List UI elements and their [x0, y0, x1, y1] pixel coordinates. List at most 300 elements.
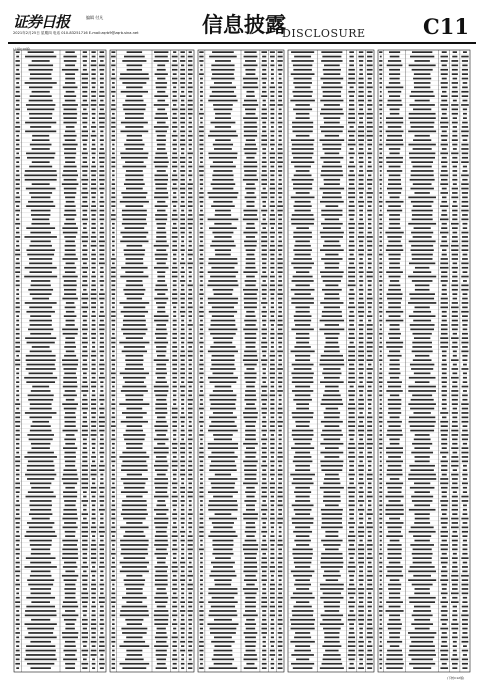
cell-text-mark — [82, 131, 88, 133]
cell-text-mark — [92, 122, 95, 124]
cell-text-mark — [451, 593, 459, 595]
cell-text-mark — [293, 575, 312, 577]
cell-text-mark — [123, 219, 146, 221]
cell-text-mark — [359, 584, 363, 586]
cell-text-mark — [244, 245, 256, 247]
cell-text-mark — [30, 408, 52, 410]
cell-text-mark — [358, 113, 364, 115]
cell-text-mark — [65, 654, 75, 656]
cell-text-mark — [359, 342, 363, 344]
cell-text-mark — [244, 654, 257, 656]
cell-text-mark — [279, 399, 282, 401]
cell-text-mark — [15, 254, 20, 256]
cell-text-mark — [442, 386, 447, 388]
cell-text-mark — [463, 491, 467, 493]
cell-text-mark — [245, 557, 256, 559]
cell-text-mark — [270, 100, 275, 102]
cell-text-mark — [156, 421, 167, 423]
cell-text-mark — [453, 606, 457, 608]
cell-text-mark — [349, 293, 355, 295]
cell-text-mark — [99, 188, 104, 190]
cell-text-mark — [278, 478, 282, 480]
cell-text-mark — [214, 223, 231, 225]
cell-text-mark — [262, 557, 267, 559]
cell-text-mark — [349, 153, 355, 155]
cell-text-mark — [278, 315, 282, 317]
cell-text-mark — [411, 91, 433, 93]
cell-text-mark — [359, 571, 363, 573]
cell-text-mark — [359, 91, 364, 93]
cell-text-mark — [100, 474, 103, 476]
cell-text-mark — [111, 531, 116, 533]
cell-text-mark — [271, 342, 274, 344]
cell-text-mark — [92, 522, 96, 524]
cell-text-mark — [154, 447, 169, 449]
cell-text-mark — [452, 540, 458, 542]
cell-text-mark — [292, 377, 313, 379]
cell-text-mark — [367, 549, 372, 551]
cell-text-mark — [451, 461, 458, 463]
cell-text-mark — [462, 223, 467, 225]
cell-text-mark — [63, 430, 78, 432]
cell-text-mark — [389, 219, 400, 221]
cell-text-mark — [32, 386, 49, 388]
cell-text-mark — [208, 443, 238, 445]
cell-text-mark — [387, 623, 402, 625]
cell-text-mark — [16, 329, 20, 331]
cell-text-mark — [279, 197, 282, 199]
cell-text-mark — [63, 276, 78, 278]
cell-text-mark — [181, 597, 184, 599]
cell-text-mark — [321, 557, 343, 559]
cell-text-mark — [359, 505, 362, 507]
cell-text-mark — [349, 544, 354, 546]
cell-text-mark — [157, 474, 166, 476]
cell-text-mark — [181, 628, 185, 630]
cell-text-mark — [245, 434, 255, 436]
cell-text-mark — [172, 60, 176, 62]
cell-text-mark — [348, 192, 355, 194]
cell-text-mark — [122, 597, 147, 599]
cell-text-mark — [261, 386, 267, 388]
cell-text-mark — [124, 346, 145, 348]
cell-text-mark — [100, 461, 103, 463]
cell-text-mark — [245, 597, 255, 599]
cell-text-mark — [295, 579, 310, 581]
cell-text-mark — [462, 153, 469, 155]
cell-text-mark — [380, 337, 382, 339]
cell-text-mark — [82, 95, 87, 97]
cell-text-mark — [452, 139, 458, 141]
cell-text-mark — [245, 60, 256, 62]
cell-text-mark — [278, 285, 283, 287]
cell-text-mark — [367, 654, 373, 656]
cell-text-mark — [82, 474, 88, 476]
cell-text-mark — [388, 60, 401, 62]
cell-text-mark — [244, 293, 257, 295]
cell-text-mark — [112, 632, 116, 634]
cell-text-mark — [173, 131, 176, 133]
cell-text-mark — [295, 285, 309, 287]
cell-text-mark — [348, 645, 356, 647]
cell-text-mark — [441, 549, 448, 551]
cell-text-mark — [367, 51, 373, 53]
cell-text-mark — [199, 192, 203, 194]
cell-text-mark — [441, 654, 448, 656]
cell-text-mark — [210, 531, 235, 533]
cell-text-mark — [453, 298, 458, 300]
cell-text-mark — [213, 170, 232, 172]
cell-text-mark — [123, 377, 146, 379]
cell-text-mark — [348, 654, 356, 656]
cell-text-mark — [451, 579, 458, 581]
cell-text-mark — [442, 597, 446, 599]
cell-text-mark — [180, 271, 184, 273]
cell-text-mark — [112, 659, 115, 661]
cell-text-mark — [65, 421, 76, 423]
cell-text-mark — [111, 276, 116, 278]
cell-text-mark — [389, 73, 400, 75]
cell-text-mark — [367, 245, 372, 247]
cell-text-mark — [452, 271, 457, 273]
cell-text-mark — [270, 320, 275, 322]
cell-text-mark — [200, 628, 203, 630]
cell-text-mark — [82, 584, 87, 586]
cell-text-mark — [462, 544, 467, 546]
cell-text-mark — [368, 166, 372, 168]
cell-text-mark — [271, 78, 274, 80]
cell-text-mark — [270, 654, 275, 656]
cell-text-mark — [188, 430, 192, 432]
cell-text-mark — [271, 637, 274, 639]
cell-text-mark — [124, 254, 144, 256]
cell-text-mark — [173, 395, 176, 397]
cell-text-mark — [65, 307, 76, 309]
cell-text-mark — [414, 491, 429, 493]
cell-text-mark — [180, 474, 185, 476]
cell-text-mark — [368, 157, 372, 159]
cell-text-mark — [100, 280, 105, 282]
cell-text-mark — [293, 95, 312, 97]
cell-text-mark — [31, 390, 51, 392]
cell-text-mark — [462, 663, 468, 665]
cell-text-mark — [155, 408, 167, 410]
cell-text-mark — [379, 227, 382, 229]
cell-text-mark — [294, 320, 311, 322]
cell-text-mark — [154, 597, 168, 599]
cell-text-mark — [188, 588, 193, 590]
cell-text-mark — [215, 113, 231, 115]
cell-text-mark — [379, 571, 382, 573]
cell-text-mark — [16, 395, 19, 397]
cell-text-mark — [367, 575, 373, 577]
cell-text-mark — [27, 465, 55, 467]
cell-text-mark — [380, 117, 382, 119]
cell-text-mark — [181, 307, 185, 309]
cell-text-mark — [155, 73, 168, 75]
cell-text-mark — [100, 223, 103, 225]
cell-text-mark — [463, 117, 467, 119]
cell-text-mark — [173, 254, 176, 256]
cell-text-mark — [367, 56, 372, 58]
cell-text-mark — [388, 553, 402, 555]
cell-text-mark — [277, 456, 282, 458]
cell-text-mark — [91, 654, 97, 656]
cell-text-mark — [155, 403, 167, 405]
cell-text-mark — [358, 641, 364, 643]
cell-text-mark — [379, 144, 382, 146]
cell-text-mark — [243, 104, 258, 106]
cell-text-mark — [212, 544, 233, 546]
cell-text-mark — [112, 307, 115, 309]
cell-text-mark — [368, 531, 372, 533]
cell-text-mark — [180, 447, 185, 449]
cell-text-mark — [82, 465, 88, 467]
cell-text-mark — [199, 175, 203, 177]
cell-text-mark — [246, 505, 255, 507]
cell-text-mark — [349, 135, 354, 137]
cell-text-mark — [349, 505, 355, 507]
cell-text-mark — [367, 628, 373, 630]
cell-text-mark — [452, 509, 458, 511]
cell-text-mark — [181, 302, 185, 304]
cell-text-mark — [155, 183, 167, 185]
cell-text-mark — [270, 518, 275, 520]
cell-text-mark — [262, 73, 267, 75]
cell-text-mark — [91, 210, 97, 212]
cell-text-mark — [278, 95, 282, 97]
cell-text-mark — [92, 659, 95, 661]
cell-text-mark — [294, 78, 312, 80]
cell-text-mark — [189, 320, 192, 322]
cell-text-mark — [462, 60, 468, 62]
cell-text-mark — [358, 527, 364, 529]
cell-text-mark — [200, 95, 203, 97]
cell-text-mark — [99, 56, 104, 58]
cell-text-mark — [358, 126, 364, 128]
table-column-5 — [378, 50, 470, 672]
cell-text-mark — [350, 663, 354, 665]
cell-text-mark — [26, 355, 56, 357]
cell-text-mark — [271, 227, 274, 229]
cell-text-mark — [111, 566, 115, 568]
cell-text-mark — [91, 192, 96, 194]
cell-text-mark — [244, 320, 256, 322]
cell-text-mark — [359, 637, 363, 639]
cell-text-mark — [279, 109, 282, 111]
cell-text-mark — [181, 408, 184, 410]
cell-text-mark — [261, 95, 267, 97]
cell-text-mark — [271, 417, 275, 419]
cell-text-mark — [262, 412, 267, 414]
cell-text-mark — [112, 82, 115, 84]
cell-text-mark — [111, 553, 115, 555]
cell-text-mark — [243, 289, 258, 291]
cell-text-mark — [348, 131, 355, 133]
cell-text-mark — [245, 421, 256, 423]
cell-text-mark — [368, 267, 371, 269]
cell-text-mark — [16, 381, 19, 383]
cell-text-mark — [188, 205, 193, 207]
cell-text-mark — [463, 654, 467, 656]
cell-text-mark — [83, 562, 87, 564]
cell-text-mark — [200, 425, 203, 427]
cell-text-mark — [278, 227, 282, 229]
cell-text-mark — [270, 412, 274, 414]
cell-text-mark — [214, 645, 231, 647]
cell-text-mark — [440, 183, 448, 185]
cell-text-mark — [91, 562, 95, 564]
cell-text-mark — [408, 478, 436, 480]
cell-text-mark — [270, 425, 275, 427]
cell-text-mark — [292, 381, 314, 383]
cell-text-mark — [91, 403, 96, 405]
cell-text-mark — [126, 170, 143, 172]
cell-text-mark — [189, 623, 192, 625]
cell-text-mark — [173, 122, 177, 124]
cell-text-mark — [440, 192, 448, 194]
cell-text-mark — [209, 329, 238, 331]
cell-text-mark — [188, 337, 192, 339]
cell-text-mark — [452, 403, 458, 405]
cell-text-mark — [200, 355, 203, 357]
cell-text-mark — [379, 645, 382, 647]
cell-text-mark — [279, 637, 282, 639]
cell-text-mark — [324, 351, 340, 353]
cell-text-mark — [379, 610, 382, 612]
cell-text-mark — [451, 628, 458, 630]
cell-text-mark — [83, 553, 87, 555]
cell-text-mark — [200, 329, 203, 331]
cell-text-mark — [271, 544, 275, 546]
cell-text-mark — [321, 236, 343, 238]
cell-text-mark — [111, 597, 115, 599]
cell-text-mark — [368, 320, 371, 322]
cell-text-mark — [411, 249, 434, 251]
cell-text-mark — [112, 412, 115, 414]
cell-text-mark — [65, 610, 75, 612]
cell-text-mark — [261, 210, 267, 212]
cell-text-mark — [99, 531, 105, 533]
cell-text-mark — [451, 518, 458, 520]
cell-text-mark — [452, 417, 457, 419]
cell-text-mark — [451, 390, 458, 392]
cell-text-mark — [270, 170, 275, 172]
cell-text-mark — [262, 214, 266, 216]
cell-text-mark — [83, 214, 87, 216]
cell-text-mark — [120, 276, 148, 278]
cell-text-mark — [452, 205, 458, 207]
cell-text-mark — [188, 289, 191, 291]
cell-text-mark — [388, 205, 401, 207]
cell-text-mark — [156, 324, 166, 326]
cell-text-mark — [322, 289, 342, 291]
cell-text-mark — [411, 623, 433, 625]
cell-text-mark — [83, 588, 87, 590]
cell-text-mark — [452, 557, 458, 559]
cell-text-mark — [63, 170, 77, 172]
cell-text-mark — [16, 258, 19, 260]
cell-text-mark — [359, 478, 363, 480]
cell-text-mark — [278, 522, 283, 524]
cell-text-mark — [270, 588, 275, 590]
cell-text-mark — [453, 408, 457, 410]
cell-text-mark — [380, 540, 382, 542]
cell-text-mark — [188, 60, 192, 62]
cell-text-mark — [180, 293, 185, 295]
cell-text-mark — [358, 500, 364, 502]
cell-text-mark — [200, 465, 204, 467]
cell-text-mark — [441, 109, 447, 111]
cell-text-mark — [451, 659, 458, 661]
cell-text-mark — [112, 364, 115, 366]
cell-text-mark — [413, 549, 432, 551]
cell-text-mark — [199, 333, 203, 335]
cell-text-mark — [81, 390, 88, 392]
cell-text-mark — [112, 496, 115, 498]
cell-text-mark — [278, 51, 283, 53]
cell-text-mark — [463, 82, 468, 84]
cell-text-mark — [291, 197, 315, 199]
cell-text-mark — [15, 403, 20, 405]
cell-text-mark — [181, 619, 185, 621]
cell-text-mark — [379, 632, 382, 634]
cell-text-mark — [451, 623, 458, 625]
cell-text-mark — [412, 615, 433, 617]
cell-text-mark — [279, 465, 282, 467]
cell-text-mark — [278, 87, 282, 89]
cell-text-mark — [211, 641, 234, 643]
cell-text-mark — [243, 210, 257, 212]
cell-text-mark — [441, 298, 448, 300]
cell-text-mark — [379, 311, 382, 313]
cell-text-mark — [270, 56, 275, 58]
cell-text-mark — [278, 553, 281, 555]
cell-text-mark — [413, 78, 431, 80]
cell-text-mark — [15, 421, 20, 423]
cell-text-mark — [62, 183, 79, 185]
cell-text-mark — [16, 113, 19, 115]
cell-text-mark — [278, 223, 282, 225]
cell-text-mark — [320, 249, 344, 251]
cell-text-mark — [15, 632, 20, 634]
cell-text-mark — [16, 100, 20, 102]
cell-text-mark — [92, 56, 96, 58]
cell-text-mark — [413, 109, 431, 111]
cell-text-mark — [83, 302, 87, 304]
cell-text-mark — [379, 236, 382, 238]
cell-text-mark — [325, 293, 339, 295]
cell-text-mark — [295, 201, 311, 203]
cell-text-mark — [380, 258, 382, 260]
cell-text-mark — [100, 109, 104, 111]
cell-text-mark — [189, 148, 192, 150]
cell-text-mark — [277, 421, 282, 423]
cell-text-mark — [211, 421, 234, 423]
cell-text-mark — [277, 324, 282, 326]
cell-text-mark — [188, 553, 192, 555]
cell-text-mark — [367, 421, 372, 423]
cell-text-mark — [212, 659, 234, 661]
cell-text-mark — [100, 337, 104, 339]
cell-text-mark — [348, 337, 355, 339]
cell-text-mark — [408, 276, 436, 278]
cell-text-mark — [92, 342, 95, 344]
cell-text-mark — [100, 584, 105, 586]
cell-text-mark — [368, 307, 372, 309]
cell-text-mark — [32, 346, 50, 348]
cell-text-mark — [262, 478, 266, 480]
